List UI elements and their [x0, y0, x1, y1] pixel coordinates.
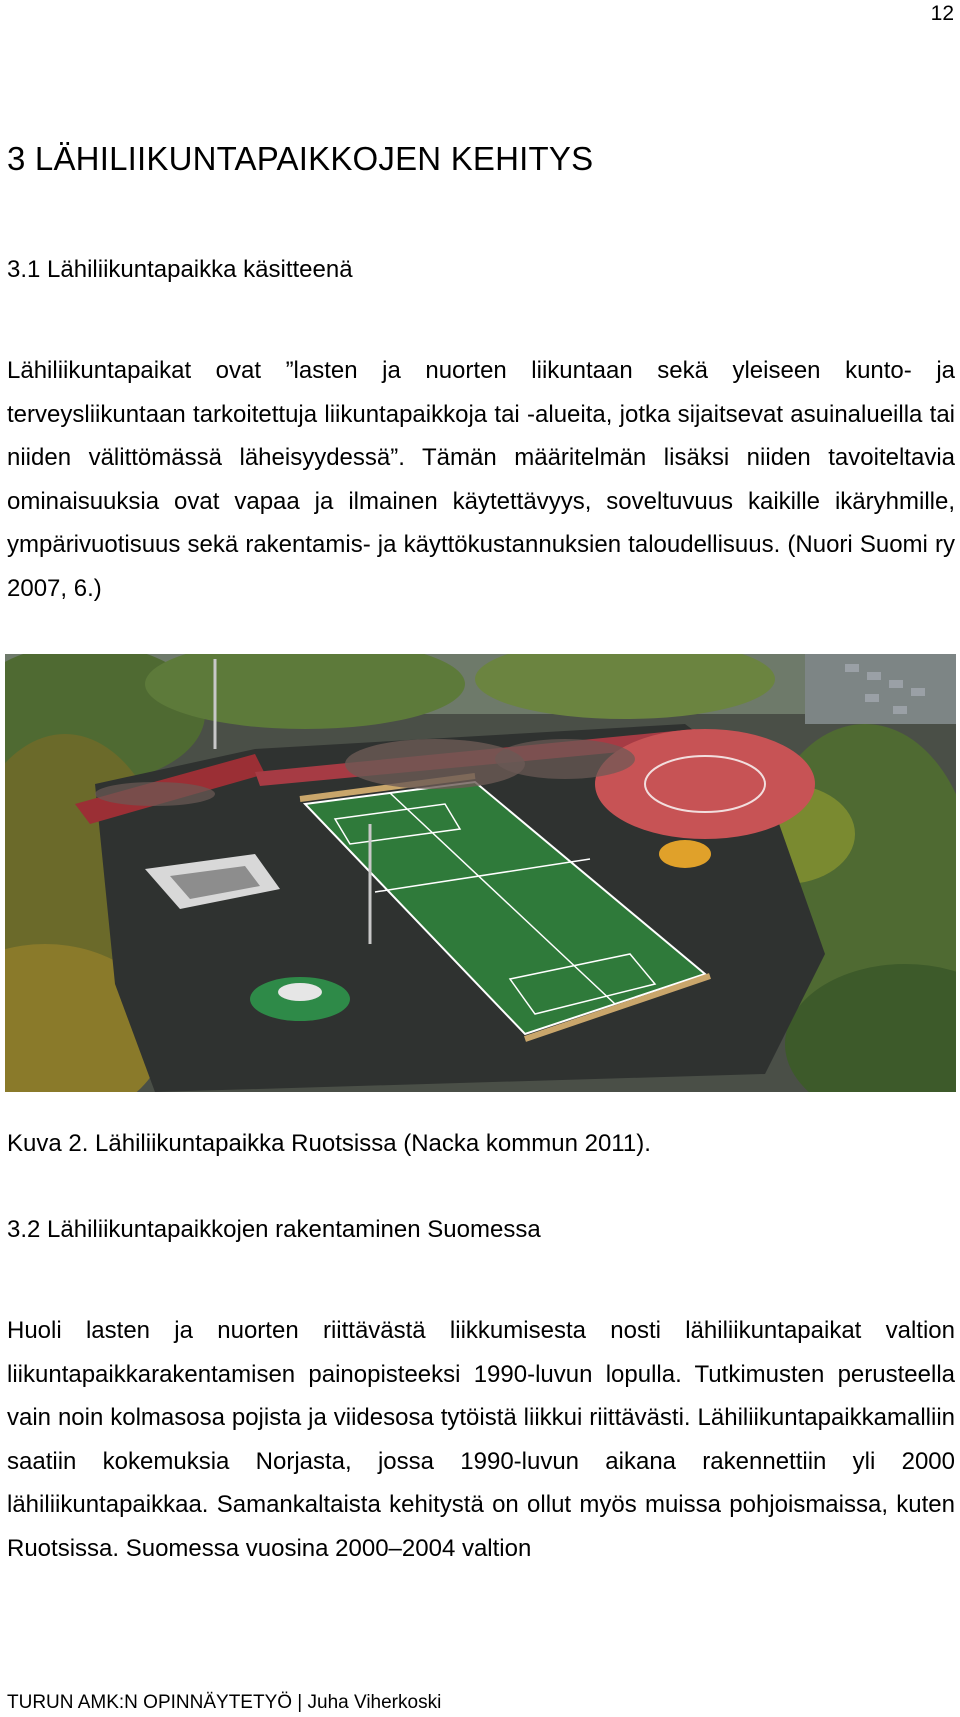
page-number: 12 — [930, 2, 954, 25]
chapter-title: 3 LÄHILIIKUNTAPAIKKOJEN KEHITYS — [7, 140, 594, 177]
section-title-3-2: 3.2 Lähiliikuntapaikkojen rakentaminen Suomessa — [7, 1216, 541, 1243]
figure-caption: Kuva 2. Lähiliikuntapaikka Ruotsissa (Nacka kommun 2011). — [7, 1130, 651, 1157]
section-title-3-1: 3.1 Lähiliikuntapaikka käsitteenä — [7, 256, 353, 283]
footer: TURUN AMK:N OPINNÄYTETYÖ | Juha Viherkoski — [7, 1692, 442, 1713]
aerial-photo-illustration — [5, 654, 956, 1092]
section-3-1-paragraph: Lähiliikuntapaikat ovat ”lasten ja nuorten liikuntaan sekä yleiseen kunto- ja terveysliikuntaan tarkoitettuja liikuntapaikkoja tai -alueita, jotka sijaitsevat asuinalueilla tai niiden välittömässä läheisyydessä”. Tämän määritelmän lisäksi niiden tavoiteltavia ominaisuuksia ovat vapaa ja ilmainen käytettävyys, soveltuvuus kaikille ikäryhmille, ympärivuotisuus sekä rakentamis- ja käyttökustannuksien taloudellisuus. (Nuori Suomi ry 2007, 6.) — [7, 357, 955, 602]
aerial-photo — [5, 654, 956, 1092]
section-3-2-paragraph: Huoli lasten ja nuorten riittävästä liikkumisesta nosti lähiliikuntapaikat valtion liikuntapaikkarakentamisen painopisteeksi 1990-luvun lopulla. Tutkimusten perusteella vain noin kolmasosa pojista ja viidesosa tytöistä liikkui riittävästi. Lähiliikuntapaikkamalliin saatiin kokemuksia Norjasta, jossa 1990-luvun aikana rakennettiin yli 2000 lähiliikuntapaikkaa. Samankaltaista kehitystä on ollut myös muissa pohjoismaissa, kuten Ruotsissa. Suomessa vuosina 2000–2004 valtion — [7, 1317, 955, 1562]
